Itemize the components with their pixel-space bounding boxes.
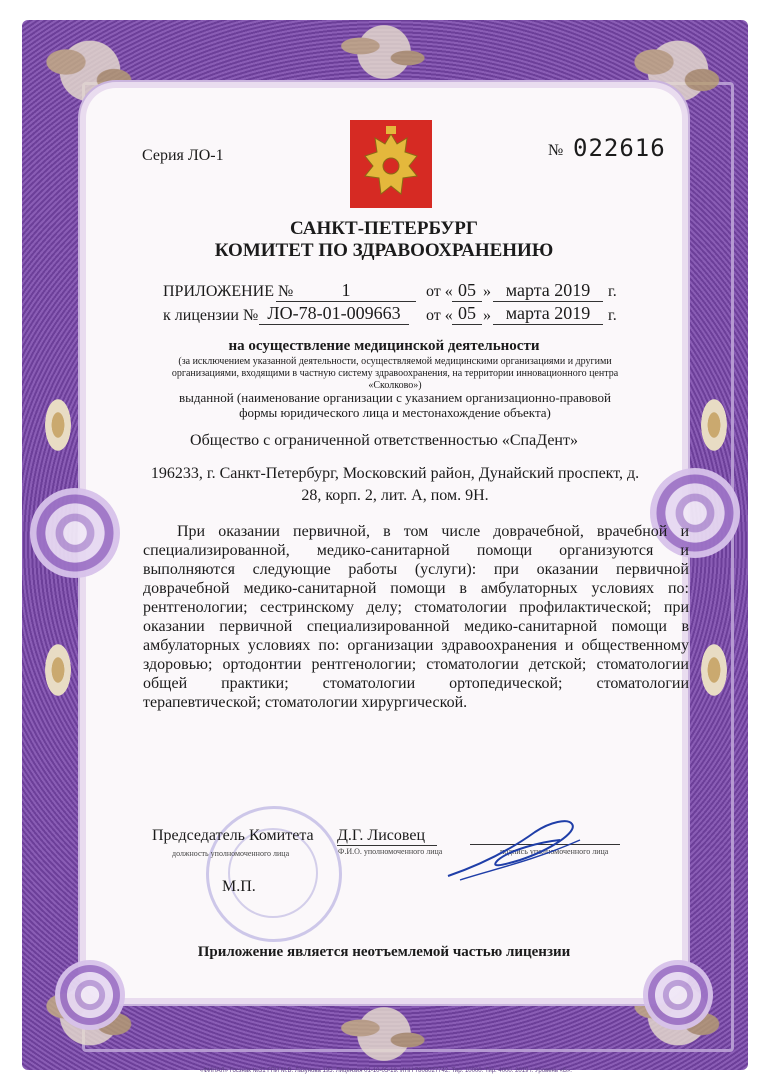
rosette-bottom-right [643, 960, 713, 1030]
name-caption: Ф.И.О. уполномоченного лица [338, 847, 443, 856]
position-caption: должность уполномоченного лица [172, 849, 290, 858]
number-sign: № [548, 142, 564, 159]
rosette-left [30, 488, 120, 578]
license-month-year: марта 2019 [493, 303, 603, 325]
side-ornament-right-upper [694, 385, 734, 465]
series-label: Серия ЛО-1 [142, 147, 224, 164]
appendix-year-suffix: г. [608, 283, 617, 300]
license-year-suffix: г. [608, 307, 617, 324]
printer-imprint: «ФИНАЛ» Госзнак №31 ГПИ М.В. Лазунова 195. Лицензия 01-10-05-19. ИНН 7808027742. Тир. 10000. Тир. 4000. 2019 г. Уровень «Б». [200, 1068, 572, 1074]
activity-note: (за исключением указанной деятельности, осуществляемой медицинскими организациями и другими организациями, входящими в частную систему здравоохранения, на территории инновационного центра «Сколково») [171, 356, 619, 391]
license-date-prefix: от « [426, 307, 453, 324]
signer-position: Председатель Комитета [152, 827, 314, 844]
services-text: При оказании первичной, в том числе доврачебной, врачебной и специализированной, медико-санитарной помощи организуются и выполняются следующие работы (услуги): при оказании первичной доврачебной медико-санитарной помощи в амбулаторных условиях по: рентгенологии; сестринскому делу; стоматологии профилактической; при оказании первичной специализированной медико-санитарной помощи в амбулаторных условиях по: организации здравоохранения и общественному здоровью; ортодонтии рентгенологии; стоматологии детской; стоматологии общей практики; стоматологии ортопедической; стоматологии терапевтической; стоматологии хирургической. [143, 523, 689, 711]
organization-address: 196233, г. Санкт-Петербург, Московский район, Дунайский проспект, д. 28, корп. 2, лит. А, пом. 9Н. [150, 465, 640, 504]
license-day: 05 [452, 303, 482, 325]
bottom-center-ornament [325, 1004, 443, 1064]
side-ornament-left-lower [38, 630, 78, 710]
committee-title: КОМИТЕТ ПО ЗДРАВООХРАНЕНИЮ [214, 240, 554, 261]
appendix-date-prefix: от « [426, 283, 453, 300]
license-number: ЛО-78-01-009663 [259, 303, 409, 325]
appendix-day: 05 [452, 280, 482, 302]
appendix-month-year: марта 2019 [493, 280, 603, 302]
form-number: 022616 [573, 134, 666, 162]
stamp-place-label: М.П. [222, 878, 256, 895]
signer-name: Д.Г. Лисовец [337, 827, 437, 846]
appendix-day-suffix: » [483, 283, 491, 300]
rosette-bottom-left [55, 960, 125, 1030]
signature-caption: подпись уполномоченного лица [500, 847, 609, 856]
side-ornament-right-lower [694, 630, 734, 710]
issued-note: выданной (наименование организации с указанием организационно-правовой формы юридического лица и местонахождение объекта) [179, 390, 611, 420]
appendix-number: 1 [276, 280, 416, 302]
activity-title: на осуществление медицинской деятельности [228, 338, 540, 354]
coat-of-arms-emblem [350, 120, 432, 208]
integral-part-note: Приложение является неотъемлемой частью лицензии [197, 944, 571, 960]
license-label: к лицензии № [163, 307, 259, 324]
handwritten-signature [440, 810, 590, 890]
organization-name: Общество с ограниченной ответственностью «СпаДент» [190, 432, 578, 449]
appendix-label: ПРИЛОЖЕНИЕ № [163, 283, 294, 300]
license-day-suffix: » [483, 307, 491, 324]
top-center-ornament [325, 22, 443, 82]
city-title: САНКТ-ПЕТЕРБУРГ [290, 218, 478, 239]
side-ornament-left-upper [38, 385, 78, 465]
